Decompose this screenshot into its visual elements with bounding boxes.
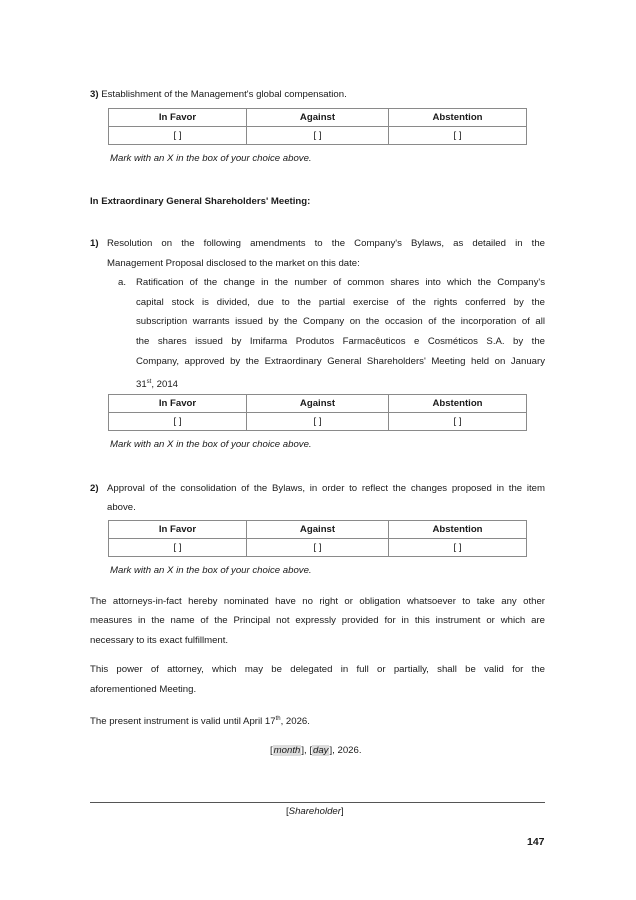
validity-suffix: th [275, 716, 281, 722]
bracket: [ [270, 745, 273, 756]
item-3-text: Establishment of the Management's global compensation. [101, 89, 347, 100]
validity-prefix: The present instrument is valid until April 17 [90, 716, 276, 728]
checkbox-in-favor[interactable]: [ ] [109, 539, 247, 557]
checkbox-abstention[interactable]: [ ] [389, 413, 527, 431]
header-in-favor: In Favor [109, 395, 247, 413]
vote-table-item-1 [108, 394, 527, 431]
egm-heading: In Extraordinary General Shareholders' Meeting: [90, 196, 311, 207]
mark-note: Mark with an X in the box of your choice above. [110, 565, 312, 576]
bracket: [ [309, 745, 313, 756]
item-1-line-1: Resolution on the following amendments to the Company's Bylaws, as detailed in the [107, 238, 545, 249]
sub-item-a-line-4: the shares issued by Imifarma Produtos Farmacêuticos e Cosméticos S.A. by the [136, 336, 545, 347]
checkbox-against[interactable]: [ ] [247, 413, 389, 431]
para-attorneys-line-2: measures in the name of the Principal not expressly provided for in this instrument or which are [90, 615, 545, 626]
date-year: , 2014 [151, 379, 179, 391]
date-day: 31 [136, 379, 147, 391]
header-in-favor: In Favor [109, 109, 247, 127]
item-3-number: 3) [90, 89, 99, 100]
sub-item-a-line-2: capital stock is divided, due to the partial exercise of the rights conferred by the [136, 297, 545, 308]
checkbox-against[interactable]: [ ] [247, 539, 389, 557]
checkbox-against[interactable]: [ ] [247, 127, 389, 145]
item-2-line-1: Approval of the consolidation of the Bylaws, in order to reflect the changes proposed in the item [107, 483, 545, 494]
sub-item-a-line-1: Ratification of the change in the number of common shares into which the Company's [136, 277, 545, 288]
date-line [270, 745, 362, 757]
checkbox-in-favor[interactable]: [ ] [109, 413, 247, 431]
month-field[interactable]: month [273, 745, 301, 756]
para-attorneys-line-1: The attorneys-in-fact hereby nominated have no right or obligation whatsoever to take any other [90, 596, 545, 607]
date-suffix: st [146, 379, 152, 385]
header-abstention: Abstention [389, 521, 527, 539]
bracket: ], [301, 745, 310, 756]
vote-table-item-3 [108, 108, 527, 145]
mark-note: Mark with an X in the box of your choice above. [110, 439, 312, 450]
bracket: [ [286, 806, 289, 817]
checkbox-abstention[interactable]: [ ] [389, 127, 527, 145]
para-power-line-1: This power of attorney, which may be delegated in full or partially, shall be valid for the [90, 664, 545, 675]
year-text: ], 2026. [329, 745, 362, 756]
item-2-line-2: above. [107, 502, 136, 513]
signature-line [90, 802, 545, 803]
header-abstention: Abstention [389, 395, 527, 413]
page-number: 147 [527, 836, 545, 848]
mark-note: Mark with an X in the box of your choice above. [110, 153, 312, 164]
validity-rest: , 2026. [280, 716, 310, 728]
para-attorneys-line-3: necessary to its exact fulfillment. [90, 635, 229, 646]
checkbox-abstention[interactable]: [ ] [389, 539, 527, 557]
sub-item-a-date [136, 376, 178, 391]
item-2-number: 2) [90, 483, 99, 494]
header-in-favor: In Favor [109, 521, 247, 539]
item-3 [90, 89, 347, 101]
validity-statement [90, 713, 310, 728]
header-against: Against [247, 521, 389, 539]
header-against: Against [247, 395, 389, 413]
sub-item-a-marker: a. [118, 277, 127, 288]
vote-table-item-2 [108, 520, 527, 557]
shareholder-field: Shareholder [288, 806, 341, 817]
para-power-line-2: aforementioned Meeting. [90, 684, 197, 695]
header-against: Against [247, 109, 389, 127]
signature-label [286, 806, 344, 818]
sub-item-a-line-5: Company, approved by the Extraordinary General Shareholders' Meeting held on January [136, 356, 545, 367]
bracket: ] [340, 806, 344, 817]
sub-item-a-line-3: subscription warrants issued by the Company on the occasion of the incorporation of all [136, 316, 545, 327]
header-abstention: Abstention [389, 109, 527, 127]
day-field[interactable]: day [313, 745, 329, 756]
checkbox-in-favor[interactable]: [ ] [109, 127, 247, 145]
item-1-line-2: Management Proposal disclosed to the market on this date: [107, 258, 360, 269]
item-1-number: 1) [90, 238, 99, 249]
